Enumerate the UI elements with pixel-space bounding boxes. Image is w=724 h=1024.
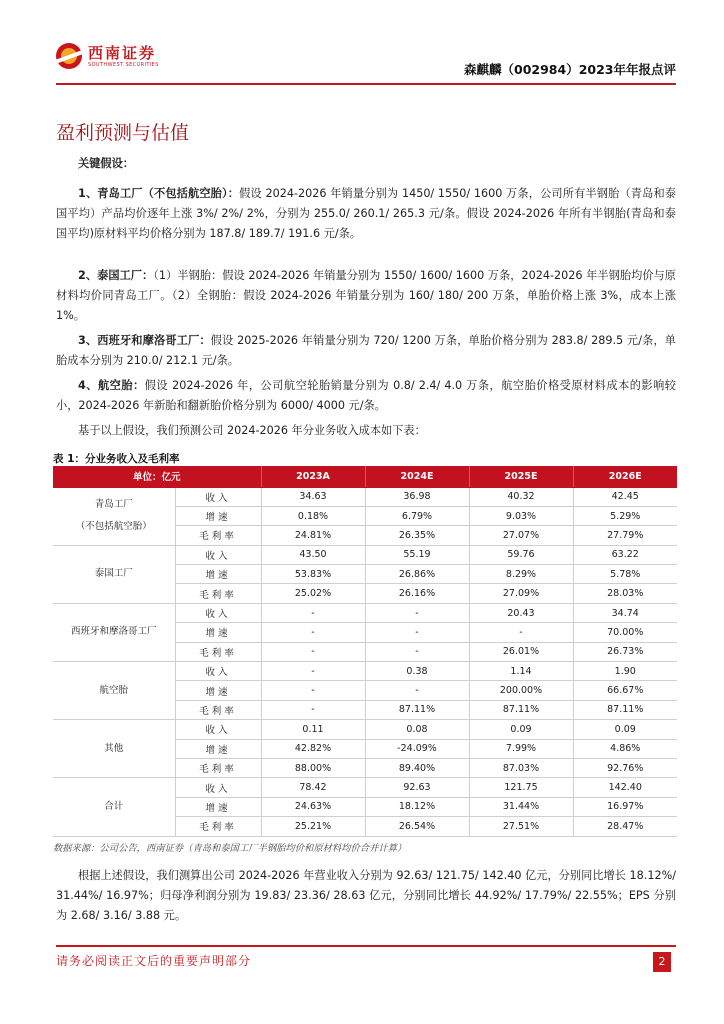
value-cell: -: [261, 623, 365, 642]
header-divider: [56, 83, 676, 85]
segment-name: 青岛工厂: [94, 499, 133, 511]
value-cell: 200.00%: [469, 681, 573, 700]
value-cell: 1.90: [573, 662, 677, 681]
metric-label: 收入: [175, 720, 261, 739]
logo-text-cn: 西南证券: [88, 44, 157, 62]
metric-label: 收入: [175, 778, 261, 797]
value-cell: 87.11%: [365, 700, 469, 719]
value-cell: -: [365, 603, 469, 622]
table-source: 数据来源：公司公告，西南证券（青岛和泰国工厂半钢胎均价和原材料均价合并计算）: [53, 843, 407, 854]
segment-name-cell: [53, 545, 175, 603]
metric-label: 毛利率: [175, 584, 261, 603]
table-row: [53, 720, 677, 739]
disclaimer-note: 请务必阅读正文后的重要声明部分: [56, 954, 252, 968]
value-cell: 70.00%: [573, 623, 677, 642]
segment-name: 泰国工厂: [94, 568, 133, 580]
table-row: [53, 487, 677, 506]
table-intro: 基于以上假设，我们预测公司 2024-2026 年分业务收入成本如下表：: [78, 424, 426, 437]
assumption-paragraph: [56, 376, 676, 416]
value-cell: 34.74: [573, 603, 677, 622]
value-cell: -: [261, 603, 365, 622]
value-cell: 42.45: [573, 487, 677, 506]
value-cell: 89.40%: [365, 758, 469, 777]
value-cell: 5.78%: [573, 565, 677, 584]
footer-divider: [56, 945, 676, 947]
value-cell: 4.86%: [573, 739, 677, 758]
year-header: 2024E: [365, 466, 469, 487]
metric-label: 毛利率: [175, 642, 261, 661]
value-cell: -: [365, 681, 469, 700]
value-cell: 25.02%: [261, 584, 365, 603]
metric-label: 收入: [175, 603, 261, 622]
metric-label: 收入: [175, 545, 261, 564]
value-cell: -: [365, 623, 469, 642]
value-cell: 26.54%: [365, 817, 469, 836]
assumption-label: 1、青岛工厂（不包括航空胎）：: [78, 187, 240, 200]
logo-text-en: SOUTHWEST SECURITIES: [88, 62, 159, 68]
assumption-label: 3、西班牙和摩洛哥工厂：: [78, 334, 211, 347]
metric-label: 增速: [175, 797, 261, 816]
segment-name-cell: [53, 487, 175, 545]
value-cell: 26.16%: [365, 584, 469, 603]
value-cell: 16.97%: [573, 797, 677, 816]
segment-name-cell: [53, 662, 175, 720]
segment-name: 航空胎: [99, 684, 128, 696]
segment-name-cell: [53, 720, 175, 778]
value-cell: 26.86%: [365, 565, 469, 584]
value-cell: 92.63: [365, 778, 469, 797]
segment-name: 其他: [104, 742, 124, 754]
metric-label: 收入: [175, 487, 261, 506]
page-number: 2: [653, 952, 671, 972]
value-cell: 53.83%: [261, 565, 365, 584]
assumption-text: 假设 2024-2026 年销量分别为 1450/ 1550/ 1600 万条，公司所有半钢胎（青岛和泰国平均）产品均价逐年上涨 3%/ 2%/ 2%，分别为 255.0/ 260.1/ 265.3 元/条。假设 2024-2026 年所有半钢胎(青岛和泰国平均)原材料平均价格分别为 187.8/ 189.7/ 191.6 元/条。: [56, 187, 677, 240]
metric-label: 毛利率: [175, 758, 261, 777]
value-cell: 5.29%: [573, 506, 677, 525]
value-cell: -: [261, 700, 365, 719]
metric-label: 增速: [175, 506, 261, 525]
value-cell: 0.09: [469, 720, 573, 739]
value-cell: 20.43: [469, 603, 573, 622]
year-header: 2026E: [573, 466, 677, 487]
segment-revenue-table: [53, 466, 677, 837]
table-row: [53, 545, 677, 564]
value-cell: 63.22: [573, 545, 677, 564]
assumption-paragraph: [56, 184, 676, 244]
year-header: 2025E: [469, 466, 573, 487]
value-cell: 36.98: [365, 487, 469, 506]
value-cell: 25.21%: [261, 817, 365, 836]
table-row: [53, 603, 677, 622]
value-cell: 7.99%: [469, 739, 573, 758]
metric-label: 收入: [175, 662, 261, 681]
value-cell: 27.79%: [573, 526, 677, 545]
assumption-label: 2、泰国工厂：: [78, 269, 154, 282]
assumption-text: （1）半钢胎：假设 2024-2026 年销量分别为 1550/ 1600/ 1600 万条，2024-2026 年半钢胎均价与原材料均价同青岛工厂。（2）全钢胎：假设 2024-2026 年销量分别为 160/ 180/ 200 万条，单胎价格上涨 3%，成本上涨 1%。: [56, 269, 676, 322]
assumption-text: 假设 2024-2026 年，公司航空轮胎销量分别为 0.8/ 2.4/ 4.0 万条，航空胎价格受原材料成本的影响较小，2024-2026 年新胎和翻新胎价格分别为 6000/ 4000 元/条。: [56, 379, 676, 412]
company-logo: [56, 40, 196, 80]
metric-label: 增速: [175, 623, 261, 642]
value-cell: 59.76: [469, 545, 573, 564]
value-cell: 27.07%: [469, 526, 573, 545]
value-cell: 28.47%: [573, 817, 677, 836]
value-cell: -: [469, 623, 573, 642]
value-cell: 26.73%: [573, 642, 677, 661]
value-cell: 42.82%: [261, 739, 365, 758]
metric-label: 增速: [175, 739, 261, 758]
value-cell: 88.00%: [261, 758, 365, 777]
metric-label: 增速: [175, 565, 261, 584]
value-cell: 0.09: [573, 720, 677, 739]
value-cell: -24.09%: [365, 739, 469, 758]
value-cell: 0.38: [365, 662, 469, 681]
table-header-row: [53, 466, 677, 487]
value-cell: 27.51%: [469, 817, 573, 836]
value-cell: 26.01%: [469, 642, 573, 661]
logo-mark-icon: [56, 43, 82, 69]
table-row: [53, 778, 677, 797]
value-cell: 87.11%: [469, 700, 573, 719]
value-cell: 34.63: [261, 487, 365, 506]
value-cell: 66.67%: [573, 681, 677, 700]
table-caption: 表 1：分业务收入及毛利率: [53, 453, 180, 465]
value-cell: 0.08: [365, 720, 469, 739]
value-cell: 24.81%: [261, 526, 365, 545]
value-cell: 92.76%: [573, 758, 677, 777]
segment-name-cell: [53, 603, 175, 661]
value-cell: 78.42: [261, 778, 365, 797]
value-cell: 31.44%: [469, 797, 573, 816]
value-cell: -: [261, 662, 365, 681]
segment-name-cell: [53, 778, 175, 836]
assumption-label: 4、航空胎：: [78, 379, 145, 392]
year-header: 2023A: [261, 466, 365, 487]
segment-name: 西班牙和摩洛哥工厂: [70, 626, 157, 638]
assumption-paragraph: [56, 266, 676, 326]
page-header: [56, 40, 676, 84]
value-cell: 18.12%: [365, 797, 469, 816]
value-cell: 8.29%: [469, 565, 573, 584]
value-cell: 26.35%: [365, 526, 469, 545]
value-cell: 87.03%: [469, 758, 573, 777]
metric-label: 毛利率: [175, 817, 261, 836]
value-cell: -: [365, 642, 469, 661]
metric-label: 毛利率: [175, 526, 261, 545]
table-row: [53, 662, 677, 681]
segment-name: 合计: [104, 800, 124, 812]
value-cell: 40.32: [469, 487, 573, 506]
metric-label: 增速: [175, 681, 261, 700]
value-cell: 1.14: [469, 662, 573, 681]
unit-header: 单位：亿元: [53, 466, 261, 487]
assumption-text: 假设 2025-2026 年销量分别为 720/ 1200 万条，单胎价格分别为 283.8/ 289.5 元/条，单胎成本分别为 210.0/ 212.1 元/条。: [56, 334, 676, 367]
value-cell: -: [261, 642, 365, 661]
value-cell: 87.11%: [573, 700, 677, 719]
value-cell: 6.79%: [365, 506, 469, 525]
report-title: 森麒麟（002984）2023年年报点评: [464, 62, 676, 77]
value-cell: 24.63%: [261, 797, 365, 816]
value-cell: -: [261, 681, 365, 700]
metric-label: 毛利率: [175, 700, 261, 719]
value-cell: 142.40: [573, 778, 677, 797]
value-cell: 0.18%: [261, 506, 365, 525]
key-assumptions-label: 关键假设：: [78, 157, 134, 170]
section-title: 盈利预测与估值: [56, 122, 190, 144]
value-cell: 27.09%: [469, 584, 573, 603]
value-cell: 28.03%: [573, 584, 677, 603]
value-cell: 0.11: [261, 720, 365, 739]
assumption-paragraph: [56, 331, 676, 371]
value-cell: 9.03%: [469, 506, 573, 525]
conclusion-paragraph: 根据上述假设，我们测算出公司 2024-2026 年营业收入分别为 92.63/ 121.75/ 142.40 亿元，分别同比增长 18.12%/ 31.44%/ 16.97%；归母净利润分别为 19.83/ 23.36/ 28.63 亿元，分别同比增长 44.92%/ 17.79%/ 22.55%；EPS 分别为 2.68/ 3.16/ 3.88 元。: [56, 869, 676, 922]
segment-name-note: （不包括航空胎）: [75, 521, 152, 533]
value-cell: 55.19: [365, 545, 469, 564]
value-cell: 121.75: [469, 778, 573, 797]
value-cell: 43.50: [261, 545, 365, 564]
